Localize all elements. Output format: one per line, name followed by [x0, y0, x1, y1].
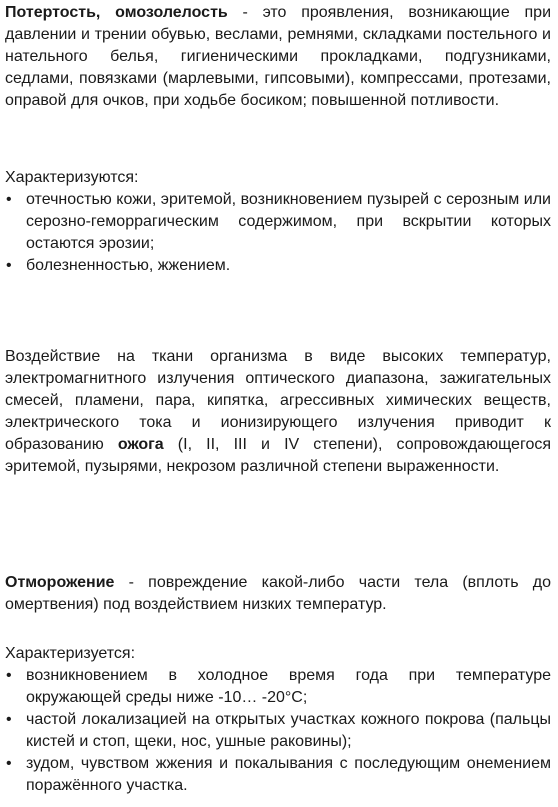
frostbite-bullet-list: [5, 665, 551, 797]
list-item: [5, 709, 551, 753]
list-item: [5, 665, 551, 709]
list-item: [5, 753, 551, 797]
section-frostbite: [5, 572, 551, 616]
bullet-icon: •: [6, 667, 12, 684]
section-abrasion: [5, 2, 551, 112]
abrasion-bullet-list: [5, 189, 551, 277]
list-item-text: возникновением в холодное время года при температуре окружающей среды ниже -10… -20°С;: [26, 667, 551, 706]
burn-term: ожога: [117, 436, 164, 453]
list-item-text: частой локализацией на открытых участках кожного покрова (пальцы кистей и стоп, щеки, нос, ушные раковины);: [26, 711, 551, 750]
abrasion-definition-paragraph: [5, 2, 551, 112]
abrasion-term: Потертость, омозолелость: [5, 4, 228, 21]
bullet-icon: •: [6, 711, 12, 728]
frostbite-definition-paragraph: [5, 572, 551, 616]
list-item-text: болезненностью, жжением.: [26, 257, 231, 274]
burn-paragraph: [5, 346, 551, 478]
list-item: [5, 255, 551, 277]
abrasion-definition: - это проявления, возникающие при давлении и трении обувью, веслами, ремнями, складками постельного и нательного белья, гигиеническими прокладками, подгузниками, седлами, повязками (марлевыми, гипсовыми), компрессами, протезами, оправой для очков, при ходьбе босиком; повышенной потливости.: [5, 4, 551, 109]
frostbite-characteristics: [5, 643, 551, 797]
frostbite-definition: - повреждение какой-либо части тела (вплоть до омертвения) под воздействием низких температур.: [5, 574, 551, 613]
frostbite-term: Отморожение: [5, 574, 115, 591]
list-item-text: зудом, чувством жжения и покалывания с последующим онемением поражённого участка.: [26, 755, 551, 794]
frostbite-list-heading: Характеризуется:: [5, 645, 136, 662]
abrasion-characteristics: [5, 167, 551, 277]
burn-text-before: Воздействие на ткани организма в виде высоких температур, электромагнитного излучения оптического диапазона, зажигательных смесей, пламени, пара, кипятка, агрессивных химических веществ, электрического тока и ионизирующего излучения приводит к образованию: [5, 348, 551, 453]
list-item-text: отечностью кожи, эритемой, возникновением пузырей с серозным или серозно-геморрагическим содержимом, при вскрытии которых остаются эрозии;: [26, 191, 551, 252]
bullet-icon: •: [6, 257, 12, 274]
abrasion-list-heading: Характеризуются:: [5, 169, 139, 186]
burn-text-after: (I, II, III и IV степени), сопровождающегося эритемой, пузырями, некрозом различной степени выраженности.: [5, 436, 551, 475]
bullet-icon: •: [6, 755, 12, 772]
list-item: [5, 189, 551, 255]
section-burn: [5, 346, 551, 478]
bullet-icon: •: [6, 191, 12, 208]
